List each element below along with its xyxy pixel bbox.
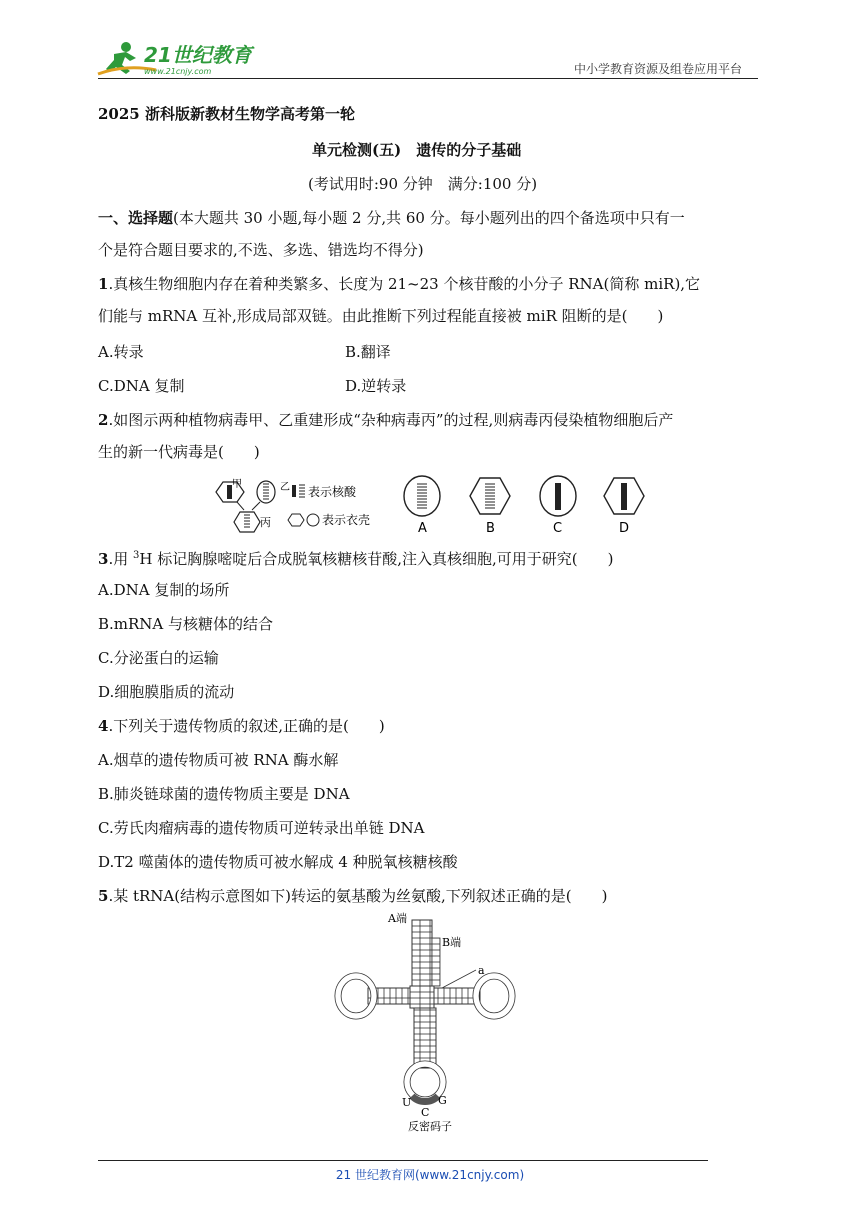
footer-link[interactable]: 21 世纪教育网(www.21cnjy.com): [335, 1168, 525, 1182]
q4-stem: [98, 716, 385, 736]
q1-number: 1: [98, 275, 109, 293]
logo-url: www.21cnjy.com: [144, 67, 212, 76]
site-logo: [96, 38, 256, 78]
section-heading: [98, 208, 685, 228]
legend-circle: [307, 514, 319, 526]
q2-stem-line1: [98, 410, 673, 430]
q4-text: .下列关于遗传物质的叙述,正确的是( ): [108, 717, 385, 735]
legend-capsid: 表示衣壳: [322, 513, 371, 527]
legend-striped-acid: [299, 485, 305, 497]
section-instructions-1: (本大题共 30 小题,每小题 2 分,共 60 分。每小题列出的四个备选项中只有一: [173, 209, 685, 227]
label-b-end: B端: [442, 936, 462, 949]
option-c-label: C: [553, 521, 563, 536]
q5-stem: [98, 886, 607, 906]
q3-option-b: B.mRNA 与核糖体的结合: [98, 615, 274, 633]
q4-option-b: B.肺炎链球菌的遗传物质主要是 DNA: [98, 785, 350, 803]
q2-number: 2: [98, 411, 109, 429]
unit-title: 单元检测(五) 遗传的分子基础: [312, 141, 522, 159]
q3-text: H 标记胸腺嘧啶后合成脱氧核糖核苷酸,注入真核细胞,可用于研究( ): [139, 550, 614, 568]
virus-bing-striped-acid: [244, 515, 250, 527]
q3-stem: [98, 546, 613, 569]
q4-option-a: A.烟草的遗传物质可被 RNA 酶水解: [98, 751, 339, 769]
series-title: 2025 浙科版新教材生物学高考第一轮: [98, 105, 355, 123]
label-anticodon: 反密码子: [408, 1120, 452, 1133]
footer-divider: [98, 1160, 708, 1161]
q1-option-c: C.DNA 复制: [98, 377, 185, 395]
label-a: a: [478, 964, 485, 977]
q1-option-b: B.翻译: [345, 343, 391, 361]
logo-text: 21世纪教育: [144, 43, 252, 67]
label-yi: 乙: [280, 482, 290, 493]
legend-hexagon: [288, 514, 304, 526]
q1-stem-line1: [98, 274, 700, 294]
q4-option-d: D.T2 噬菌体的遗传物质可被水解成 4 种脱氧核糖核酸: [98, 853, 458, 871]
q3-pre: .用: [108, 550, 133, 568]
q5-text: .某 tRNA(结构示意图如下)转运的氨基酸为丝氨酸,下列叙述正确的是( ): [108, 887, 608, 905]
exam-info: (考试用时:90 分钟 满分:100 分): [308, 175, 538, 193]
q3-option-d: D.细胞膜脂质的流动: [98, 683, 235, 701]
label-jia: 甲: [232, 479, 242, 490]
q1-stem-line2: 们能与 mRNA 互补,形成局部双链。由此推断下列过程能直接被 miR 阻断的是( ): [98, 307, 664, 325]
label-g: G: [438, 1094, 447, 1107]
label-c: C: [421, 1106, 430, 1119]
q1-text-1: .真核生物细胞内存在着种类繁多、长度为 21~23 个核苷酸的小分子 RNA(简称 miR),它: [108, 275, 701, 293]
q2-text-1: .如图示两种植物病毒甲、乙重建形成“杂种病毒丙”的过程,则病毒丙侵染植物细胞后产: [108, 411, 674, 429]
q1-option-d: D.逆转录: [345, 377, 407, 395]
q5-number: 5: [98, 887, 109, 905]
trna-figure: [330, 908, 530, 1136]
virus-yi-striped-acid: [263, 484, 269, 499]
legend-nucleic-acid: 表示核酸: [308, 485, 357, 499]
label-bing: 丙: [260, 516, 271, 529]
q2-virus-figure: [210, 474, 660, 536]
section-instructions-2: 个是符合题目要求的,不选、多选、错选均不得分): [98, 241, 424, 259]
q3-option-c: C.分泌蛋白的运输: [98, 649, 219, 667]
q3-number: 3: [98, 550, 109, 568]
option-d-label: D: [619, 521, 630, 536]
option-b-label: B: [486, 521, 495, 536]
label-a-end: A端: [388, 912, 407, 925]
label-u: U: [402, 1096, 412, 1109]
option-a-label: A: [418, 521, 427, 536]
q3-superscript: 3: [132, 550, 140, 561]
q4-option-c: C.劳氏肉瘤病毒的遗传物质可逆转录出单链 DNA: [98, 819, 425, 837]
q3-option-a: A.DNA 复制的场所: [98, 581, 230, 599]
legend-solid-acid: [292, 485, 296, 497]
header-platform-text: 中小学教育资源及组卷应用平台: [574, 62, 743, 76]
header-divider: [98, 78, 758, 79]
section-label: 一、选择题: [98, 209, 174, 227]
acceptor-stem: [412, 920, 432, 986]
anticodon-stem: [414, 1008, 436, 1068]
q1-option-a: A.转录: [98, 343, 144, 361]
q4-number: 4: [98, 717, 109, 735]
q2-stem-line2: 生的新一代病毒是( ): [98, 443, 260, 461]
